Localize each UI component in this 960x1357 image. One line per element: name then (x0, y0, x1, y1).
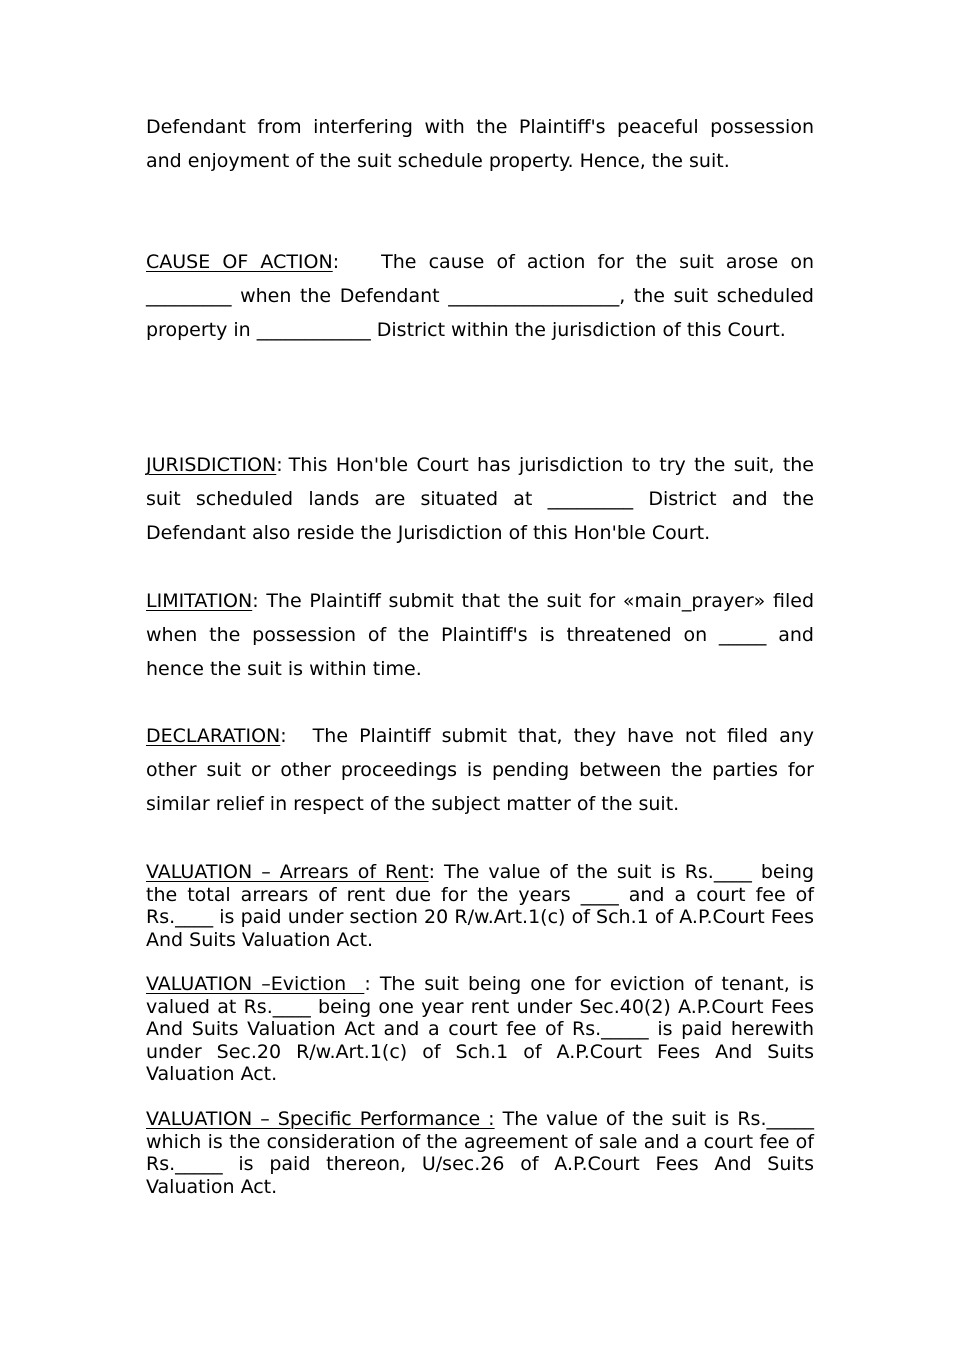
declaration-colon: : (280, 725, 287, 747)
valuation-specific-paragraph (146, 1108, 814, 1198)
limitation-heading: LIMITATION (146, 590, 253, 612)
cause-of-action-colon: : (332, 251, 340, 273)
limitation-text: : The Plaintiff submit that the suit for «main_prayer» filed when the possession of the Plaintiff's is threatened on _____ and hence the suit is within time. (146, 590, 814, 680)
jurisdiction-colon: : (276, 454, 283, 476)
limitation-paragraph (146, 584, 814, 686)
jurisdiction-paragraph (146, 448, 814, 550)
valuation-rent-text: : The value of the suit is Rs.____ being the total arrears of rent due for the years ____ and a court fee of Rs.____ is paid under section 20 R/w.Art.1(c) of Sch.1 of A.P.Court Fees And Suits Valuation Act. (146, 861, 814, 951)
cause-of-action-text: The cause of action for the suit arose on _________ when the Defendant __________________, the suit scheduled property in ____________ District within the jurisdiction of this Court. (146, 251, 814, 341)
cause-of-action-heading: CAUSE OF ACTION (146, 251, 333, 273)
declaration-heading: DECLARATION (146, 725, 281, 747)
declaration-paragraph (146, 719, 814, 821)
valuation-rent-paragraph (146, 861, 814, 951)
cause-of-action-paragraph (146, 245, 814, 347)
valuation-specific-text: The value of the suit is Rs._____ which is the consideration of the agreement of sale and a court fee of Rs._____ is paid thereon, U/sec.26 of A.P.Court Fees And Suits Valuation Act. (146, 1108, 814, 1198)
valuation-specific-heading: VALUATION – Specific Performance : (146, 1108, 495, 1130)
valuation-eviction-paragraph (146, 973, 814, 1086)
declaration-text: The Plaintiff submit that, they have not filed any other suit or other proceedings is pending between the parties for similar relief in respect of the subject matter of the suit. (146, 725, 814, 815)
intro-text: Defendant from interfering with the Plaintiff's peaceful possession and enjoyment of the suit schedule property. Hence, the suit. (146, 116, 814, 172)
jurisdiction-heading: JURISDICTION (146, 454, 277, 476)
valuation-eviction-text: : The suit being one for eviction of tenant, is valued at Rs.____ being one year rent under Sec.40(2) A.P.Court Fees And Suits Valuation Act and a court fee of Rs._____ is paid herewith under Sec.20 R/w.Art.1(c) of Sch.1 of A.P.Court Fees And Suits Valuation Act. (146, 973, 814, 1086)
valuation-eviction-heading: VALUATION –Eviction (146, 973, 365, 995)
jurisdiction-text: This Hon'ble Court has jurisdiction to try the suit, the suit scheduled lands are situated at _________ District and the Defendant also reside the Jurisdiction of this Hon'ble Court. (146, 454, 814, 544)
valuation-rent-heading: VALUATION – Arrears of Rent (146, 861, 429, 883)
intro-paragraph (146, 110, 814, 178)
